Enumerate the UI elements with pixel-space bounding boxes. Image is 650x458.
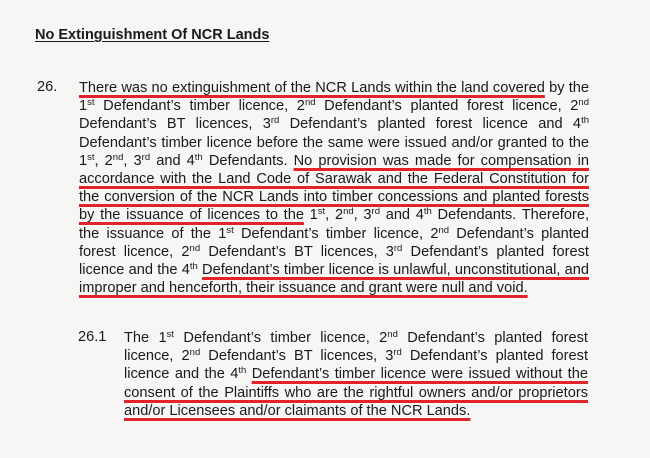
highlighted-text: There was no extinguishment of the NCR Lands within the land covered: [79, 80, 545, 96]
text-run: Defendant’s timber licence, 2: [233, 225, 439, 242]
text-run: 1: [303, 207, 318, 224]
text-run: Defendant’s BT licences, 3: [79, 116, 271, 133]
text-run: , 2: [325, 207, 344, 224]
text-run: Defendant’s BT licences, 3: [200, 348, 394, 365]
ordinal-superscript: rd: [141, 151, 151, 163]
text-run: Defendant’s planted forest licence, 2: [79, 225, 589, 260]
ordinal-superscript: nd: [112, 151, 124, 163]
ordinal-superscript: rd: [270, 115, 280, 127]
text-run: Defendant’s timber licence, 2: [94, 98, 305, 115]
text-run: and 4: [150, 152, 195, 169]
ordinal-superscript: nd: [304, 97, 316, 109]
ordinal-superscript: nd: [387, 329, 398, 340]
ordinal-superscript: rd: [393, 242, 403, 254]
ordinal-superscript: nd: [189, 347, 201, 359]
ordinal-superscript: rd: [393, 347, 402, 359]
ordinal-superscript: st: [317, 206, 326, 218]
subparagraph-number: 26.1: [78, 329, 107, 345]
text-run: Defendant’s planted forest licence and the 4: [124, 348, 588, 383]
text-run: and 4: [379, 207, 424, 224]
text-run: Defendant’s timber licence, 2: [174, 330, 388, 346]
text-run: , 3: [353, 207, 372, 224]
subparagraph-body: [124, 329, 588, 420]
ordinal-superscript: st: [226, 224, 234, 236]
section-heading: No Extinguishment Of NCR Lands: [35, 27, 270, 43]
ordinal-superscript: th: [423, 206, 432, 218]
ordinal-superscript: st: [166, 329, 175, 340]
ordinal-superscript: th: [189, 261, 198, 273]
highlighted-text: Defendant’s timber licence is unlawful, unconstitutional, and improper and henceforth, their issuance and grant were null and void.: [79, 262, 589, 297]
ordinal-superscript: nd: [343, 206, 354, 218]
text-run: Defendants.: [202, 152, 294, 169]
highlighted-text: No provision was made for compensation in accordance with the Land Code of Sarawak and the Federal Constitution for the conversion of the NCR Lands into timber concessions and planted forests by the issuance of licences to the: [79, 152, 589, 224]
paragraph-body: [79, 79, 589, 297]
text-run: Defendant’s planted forest licence and the 4: [79, 243, 589, 279]
text-run: The 1: [124, 330, 167, 346]
text-run: Defendants. Therefore, the issuance of the 1: [79, 207, 590, 242]
text-run: , 2: [94, 152, 113, 169]
ordinal-superscript: nd: [189, 242, 201, 254]
ordinal-superscript: th: [238, 365, 247, 377]
ordinal-superscript: nd: [438, 224, 450, 236]
ordinal-superscript: nd: [578, 97, 589, 109]
text-run: Defendant’s timber licence before the same were issued and/or granted to the 1: [79, 134, 589, 169]
text-run: Defendant’s planted forest licence, 2: [124, 330, 588, 365]
text-run: Defendant’s planted forest licence, 2: [315, 98, 579, 115]
highlighted-text: Defendant’s timber licence were issued without the consent of the Plaintiffs who are the rightful owners and/or proprietors and/or Licensees and/or claimants of the NCR Lands.: [124, 366, 588, 419]
ordinal-superscript: rd: [371, 206, 380, 218]
text-run: by the 1: [79, 80, 590, 115]
ordinal-superscript: st: [87, 151, 95, 163]
paragraph-number: 26.: [37, 79, 58, 95]
subparagraph-26-1: [124, 329, 588, 420]
paragraph-26: [79, 79, 589, 297]
text-run: Defendant’s BT licences, 3: [200, 243, 394, 260]
ordinal-superscript: st: [87, 97, 95, 109]
ordinal-superscript: th: [581, 115, 589, 127]
ordinal-superscript: th: [194, 151, 203, 163]
text-run: , 3: [123, 152, 142, 169]
text-run: Defendant’s planted forest licence and 4: [279, 116, 582, 133]
